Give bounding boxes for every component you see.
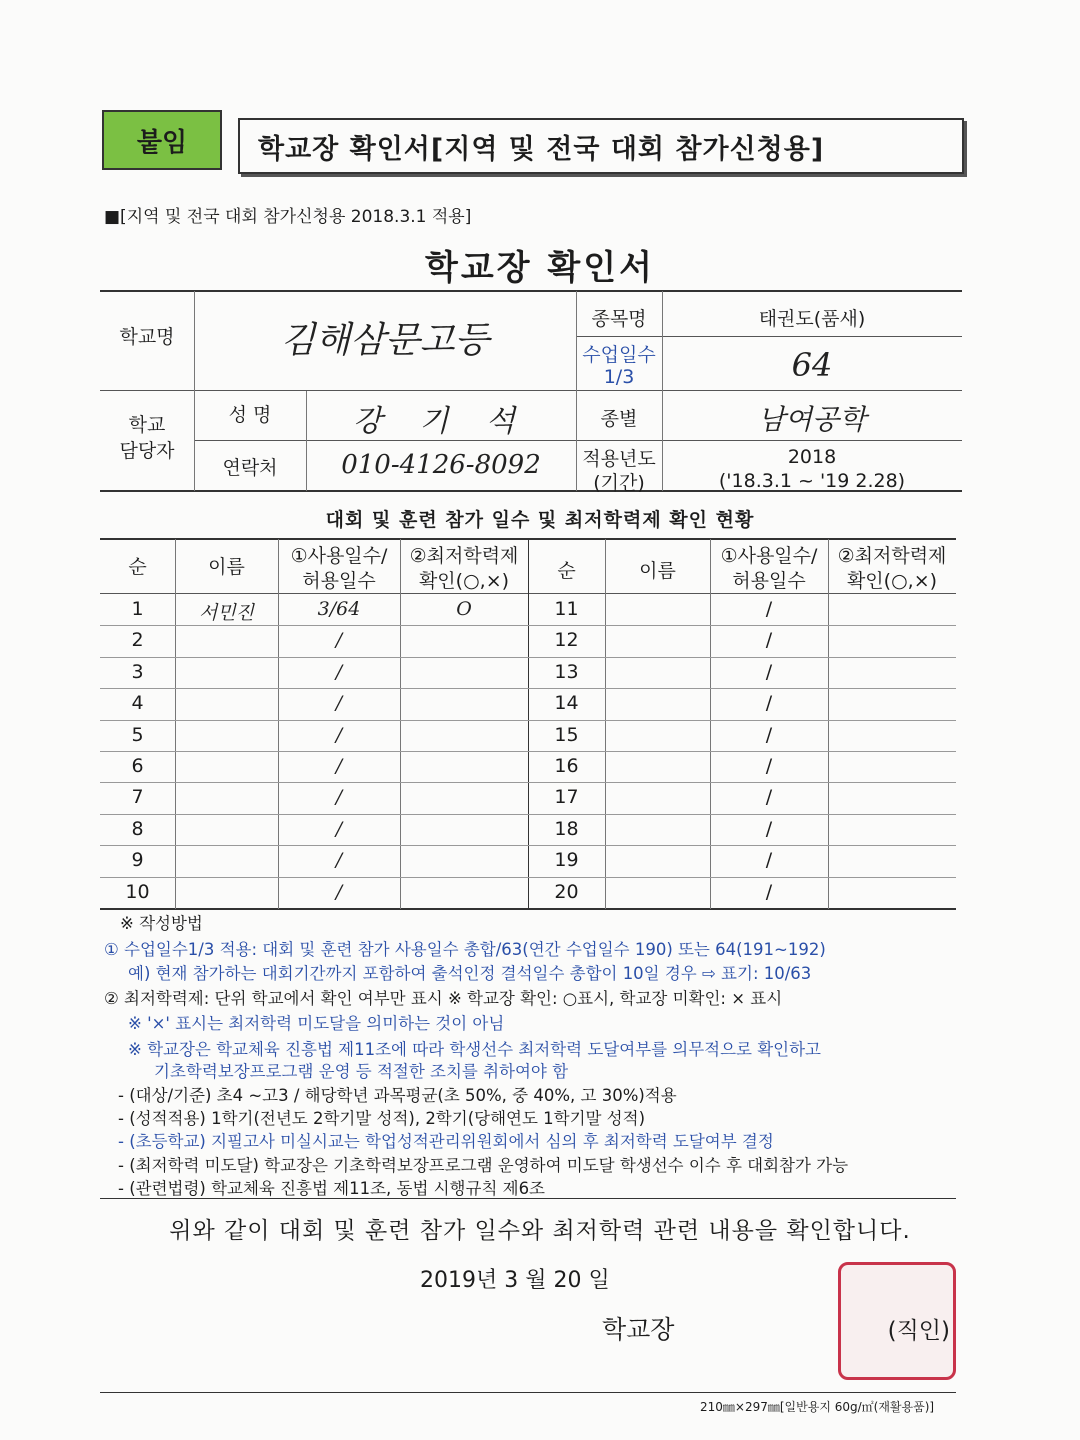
cell-no: 3 xyxy=(131,660,144,683)
cell-no: 5 xyxy=(131,723,144,746)
header-days-left-2: 허용일수 xyxy=(302,570,376,592)
page-title: 학교장 확인서 xyxy=(425,248,655,288)
note-7: - (초등학교) 지필고사 미실시교는 학업성적관리위원회에서 심의 후 최저학력 도달여부 결정 xyxy=(118,1132,774,1151)
cell-no: 14 xyxy=(554,692,579,715)
cell-days: / xyxy=(765,660,773,683)
table-row xyxy=(100,657,956,689)
school-label: 학교명 xyxy=(119,326,175,348)
cell-no: 10 xyxy=(125,880,150,903)
manager-label-2: 담당자 xyxy=(119,440,175,462)
note-9: - (관련법령) 학교체육 진흥법 제11조, 동법 시행규칙 제6조 xyxy=(118,1179,545,1198)
cell-days: / xyxy=(765,723,773,746)
cell-days: / xyxy=(765,692,773,715)
manager-label: 학교 xyxy=(128,414,166,436)
cell-days: / xyxy=(765,755,773,777)
header-check-right: ②최저학력제 xyxy=(837,545,947,567)
note-2: ② 최저학력제: 단위 학교에서 확인 여부만 표시 ※ 학교장 확인: ○표시, 학교장 미확인: × 표시 xyxy=(104,989,783,1008)
subheading: ■[지역 및 전국 대회 참가신청용 2018.3.1 적용] xyxy=(104,207,472,227)
cell-days: / xyxy=(335,692,343,715)
year-label: 적용년도 xyxy=(582,448,656,470)
table-row xyxy=(100,625,956,657)
sport-label: 종목명 xyxy=(591,308,647,330)
contact-value: 010-4126-8092 xyxy=(341,450,541,480)
cell-no: 13 xyxy=(554,660,579,683)
note-1b: 예) 현재 참가하는 대회기간까지 포함하여 출석인정 결석일수 총합이 10일 경우 ⇨ 표기: 10/63 xyxy=(128,964,812,983)
cell-no: 2 xyxy=(131,629,144,652)
note-4a: ※ 학교장은 학교체육 진흥법 제11조에 따라 학생선수 최저학력 도달여부를 의무적으로 확인하고 xyxy=(128,1040,821,1059)
days-label: 수업일수 xyxy=(582,344,656,366)
year-range: ('18.3.1 ~ '19 2.28) xyxy=(718,470,906,492)
year-value: 2018 xyxy=(787,446,837,468)
cell-days: 3/64 xyxy=(317,598,361,620)
notes-divider xyxy=(100,1198,956,1199)
type-value: 남여공학 xyxy=(757,403,867,436)
cell-days: / xyxy=(765,817,773,840)
table-row xyxy=(100,720,956,752)
note-6: - (성적적용) 1학기(전년도 2학기말 성적), 2학기(당해연도 1학기말 성적) xyxy=(118,1109,646,1128)
table-row xyxy=(100,845,956,877)
footer-divider xyxy=(100,1392,956,1393)
header-title: 학교장 확인서[지역 및 전국 대회 참가신청용] xyxy=(238,118,964,174)
table-row xyxy=(100,814,956,846)
cell-days: / xyxy=(335,660,343,683)
confirmation-statement: 위와 같이 대회 및 훈련 참가 일수와 최저학력 관련 내용을 확인합니다. xyxy=(169,1218,911,1244)
cell-no: 1 xyxy=(131,598,144,620)
seal-label: (직인) xyxy=(887,1318,950,1344)
table-title: 대회 및 훈련 참가 일수 및 최저학력제 확인 현황 xyxy=(325,509,755,531)
issue-date: 2019년 3 월 20 일 xyxy=(420,1268,610,1293)
cell-no: 15 xyxy=(554,723,579,746)
notes-heading: ※ 작성방법 xyxy=(120,914,203,933)
cell-check: O xyxy=(456,598,472,620)
cell-days: / xyxy=(335,786,343,809)
header-no-left: 순 xyxy=(128,556,147,578)
table-row xyxy=(100,782,956,814)
note-3: ※ '×' 표시는 최저학력 미도달을 의미하는 것이 아님 xyxy=(128,1014,505,1033)
table-row xyxy=(100,751,956,783)
cell-no: 8 xyxy=(131,817,144,840)
cell-days: / xyxy=(335,755,343,777)
note-1a: ① 수업일수1/3 적용: 대회 및 훈련 참가 사용일수 총합/63(연간 수업일수 190) 또는 64(191~192) xyxy=(104,940,826,959)
cell-no: 9 xyxy=(131,849,144,872)
table-row xyxy=(100,688,956,720)
cell-no: 17 xyxy=(554,786,579,809)
header-name-left: 이름 xyxy=(208,556,245,578)
type-label: 종별 xyxy=(600,408,638,430)
days-value: 64 xyxy=(791,346,833,384)
school-value: 김해삼문고등 xyxy=(280,320,490,361)
table-row xyxy=(100,877,956,909)
table-row xyxy=(100,594,956,626)
cell-no: 12 xyxy=(554,629,579,652)
cell-no: 4 xyxy=(131,692,144,715)
cell-days: / xyxy=(335,880,343,903)
cell-days: / xyxy=(765,629,773,652)
cell-no: 19 xyxy=(554,849,579,872)
header-name-right: 이름 xyxy=(639,560,676,582)
note-8: - (최저학력 미도달) 학교장은 기초학력보장프로그램 운영하여 미도달 학생선수 이수 후 대회참가 가능 xyxy=(118,1156,849,1175)
cell-days: / xyxy=(335,849,343,872)
days-label-fraction: 1/3 xyxy=(603,366,635,388)
contact-label: 연락처 xyxy=(222,457,278,479)
cell-no: 16 xyxy=(554,755,579,777)
cell-no: 6 xyxy=(131,755,144,777)
year-label-2: (기간) xyxy=(593,472,645,494)
attachment-tag: 붙임 xyxy=(102,110,222,170)
cell-days: / xyxy=(335,723,343,746)
note-5: - (대상/기준) 초4 ~고3 / 해당학년 과목평균(초 50%, 중 40%, 고 30%)적용 xyxy=(118,1086,677,1105)
cell-no: 11 xyxy=(554,598,579,620)
cell-days: / xyxy=(765,598,773,620)
cell-days: / xyxy=(765,849,773,872)
paper-spec: 210㎜×297㎜[일반용지 60g/㎡(재활용품)] xyxy=(700,1400,935,1414)
cell-days: / xyxy=(765,880,773,903)
sport-value: 태권도(품새) xyxy=(758,308,866,330)
name-value: 강 기 석 xyxy=(352,404,529,439)
header-days-right-2: 허용일수 xyxy=(732,570,806,592)
cell-days: / xyxy=(335,629,343,652)
header-check-left: ②최저학력제 xyxy=(409,545,519,567)
cell-days: / xyxy=(765,786,773,809)
cell-name: 서민진 xyxy=(198,602,255,624)
header-check-left-2: 확인(○,×) xyxy=(418,570,510,592)
header-days-left: ①사용일수/ xyxy=(290,545,388,567)
header-no-right: 순 xyxy=(557,560,576,582)
cell-no: 7 xyxy=(131,786,144,809)
header-days-right: ①사용일수/ xyxy=(720,545,818,567)
header-check-right-2: 확인(○,×) xyxy=(846,570,938,592)
note-4b: 기초학력보장프로그램 운영 등 적절한 조치를 취하여야 함 xyxy=(154,1062,569,1081)
cell-no: 20 xyxy=(554,880,579,903)
name-label: 성 명 xyxy=(228,404,272,426)
cell-days: / xyxy=(335,817,343,840)
principal-label: 학교장 xyxy=(602,1315,675,1344)
cell-no: 18 xyxy=(554,817,579,840)
